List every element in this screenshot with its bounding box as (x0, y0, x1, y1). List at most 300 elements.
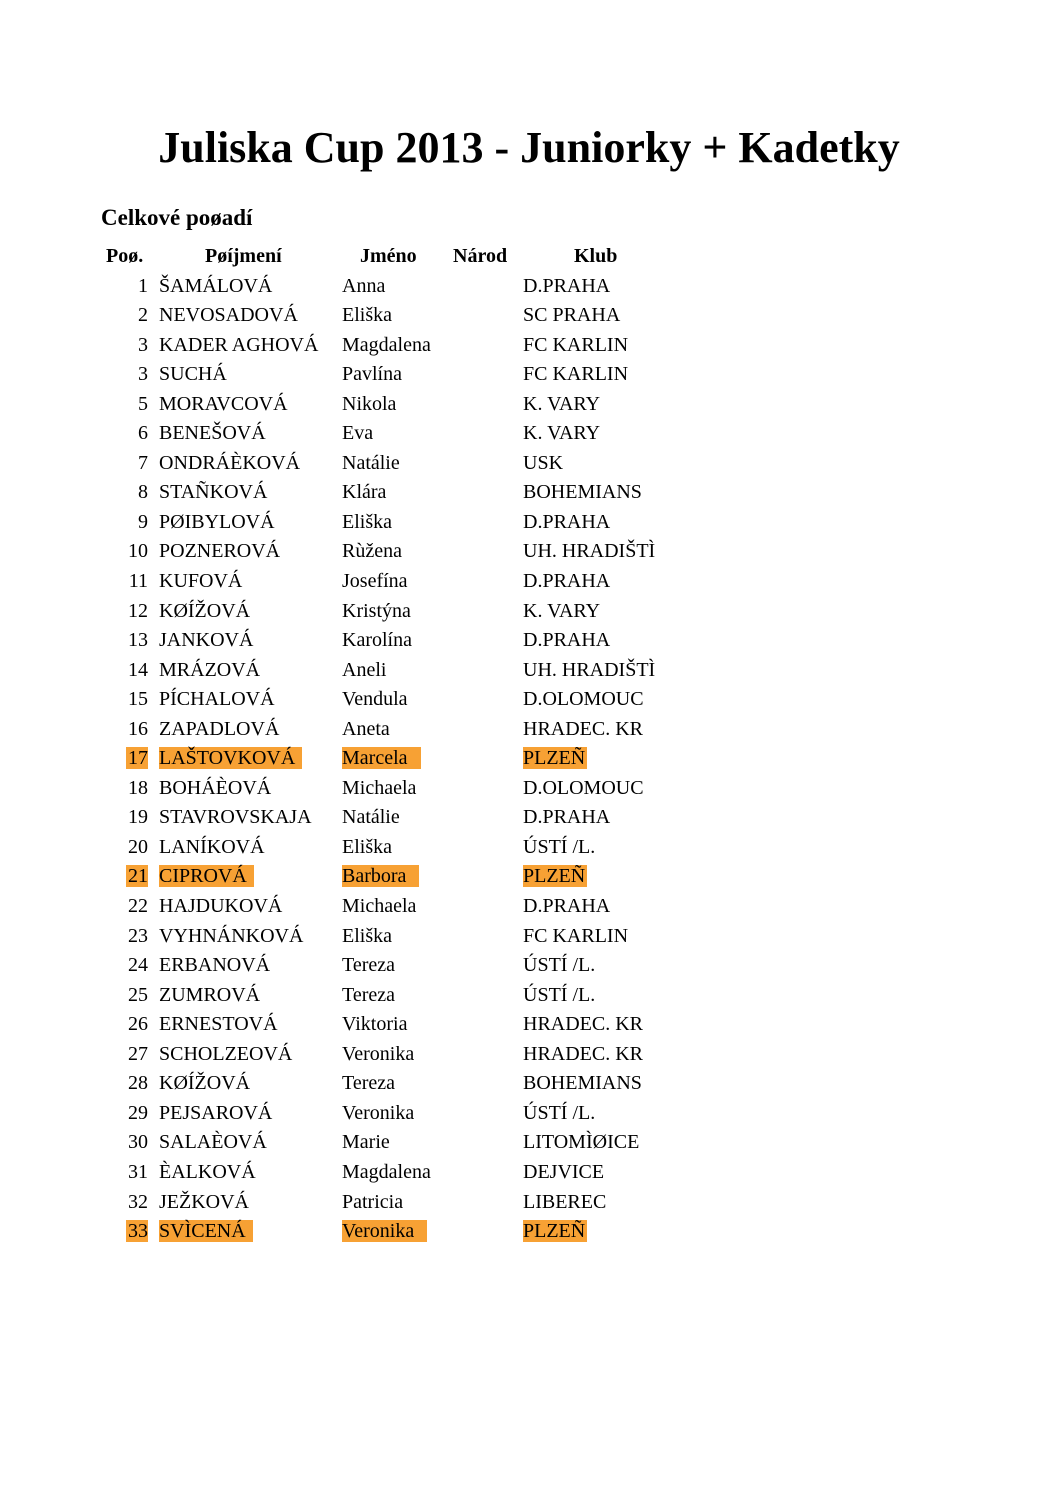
cell-surname-text: STAÑKOVÁ (159, 481, 268, 504)
cell-surname-text: KADER AGHOVÁ (159, 333, 319, 356)
cell-name-text: Michaela (342, 776, 417, 799)
cell-club (523, 893, 610, 919)
cell-club-text: HRADEC. KR (523, 1013, 644, 1036)
cell-surname-text: SVÌCENÁ (159, 1220, 253, 1242)
cell-surname (159, 361, 227, 387)
cell-surname-text: PÍCHALOVÁ (159, 688, 275, 711)
cell-surname (159, 686, 275, 712)
cell-club (523, 1159, 604, 1185)
cell-rank (106, 863, 148, 889)
cell-surname (159, 716, 279, 742)
cell-rank-text: 3 (138, 363, 148, 386)
cell-name (342, 568, 408, 594)
cell-club (523, 952, 595, 978)
cell-rank-text: 30 (128, 1131, 148, 1154)
table-row (0, 537, 1058, 567)
cell-rank (106, 1159, 148, 1185)
cell-name-text: Tereza (342, 954, 395, 977)
cell-name (342, 1041, 414, 1067)
cell-rank (106, 627, 148, 653)
cell-name-text: Michaela (342, 895, 417, 918)
cell-surname (159, 332, 318, 358)
cell-name (342, 1100, 414, 1126)
table-row (0, 1217, 1058, 1247)
cell-rank (106, 1129, 148, 1155)
cell-name-text: Patricia (342, 1190, 404, 1213)
cell-rank (106, 716, 148, 742)
cell-club (523, 804, 610, 830)
table-row (0, 685, 1058, 715)
cell-rank-text: 7 (138, 451, 148, 474)
cell-club (523, 716, 643, 742)
cell-surname (159, 657, 260, 683)
cell-club (523, 863, 587, 889)
cell-rank (106, 1189, 148, 1215)
cell-surname-text: HAJDUKOVÁ (159, 895, 283, 918)
cell-club (523, 745, 587, 771)
cell-rank (106, 686, 148, 712)
cell-surname-text: VYHNÁNKOVÁ (159, 924, 304, 947)
cell-name-text: Eliška (342, 835, 392, 858)
cell-club (523, 1011, 643, 1037)
cell-rank (106, 361, 148, 387)
cell-rank (106, 893, 148, 919)
cell-rank-text: 28 (128, 1072, 148, 1095)
cell-rank (106, 302, 148, 328)
cell-rank (106, 479, 148, 505)
cell-name-text: Veronika (342, 1101, 415, 1124)
cell-name-text: Natálie (342, 451, 400, 474)
cell-club (523, 1100, 595, 1126)
cell-name (342, 302, 392, 328)
table-row (0, 331, 1058, 361)
cell-name (342, 509, 392, 535)
cell-surname-text: ZAPADLOVÁ (159, 717, 280, 740)
cell-name (342, 598, 411, 624)
table-row (0, 508, 1058, 538)
cell-club (523, 627, 610, 653)
header-club: Klub (574, 245, 618, 267)
table-row (0, 449, 1058, 479)
cell-club-text: ÚSTÍ /L. (523, 954, 596, 977)
cell-name (342, 775, 416, 801)
header-rank: Poø. (106, 245, 144, 267)
cell-name (342, 273, 385, 299)
cell-name (342, 627, 412, 653)
cell-name (342, 538, 402, 564)
cell-club-text: D.PRAHA (523, 510, 611, 533)
cell-rank-text: 16 (128, 717, 148, 740)
cell-surname-text: STAVROVSKAJA (159, 806, 312, 829)
cell-club-text: ÚSTÍ /L. (523, 835, 596, 858)
cell-club (523, 982, 595, 1008)
cell-club-text: ÚSTÍ /L. (523, 983, 596, 1006)
table-row (0, 626, 1058, 656)
page-title: Juliska Cup 2013 - Juniorky + Kadetky (158, 123, 900, 172)
cell-club-text: FC KARLIN (523, 363, 629, 386)
cell-name (342, 863, 419, 889)
cell-rank (106, 1070, 148, 1096)
cell-surname (159, 1129, 267, 1155)
cell-rank (106, 1218, 148, 1244)
cell-club (523, 391, 600, 417)
header-nation: Národ (453, 245, 508, 267)
cell-rank (106, 509, 148, 535)
cell-club-text: D.PRAHA (523, 629, 611, 652)
cell-surname (159, 834, 265, 860)
cell-name-text: Veronika (342, 1220, 427, 1242)
table-row (0, 862, 1058, 892)
cell-surname-text: BOHÁÈOVÁ (159, 776, 272, 799)
cell-club-text: LIBEREC (523, 1190, 607, 1213)
table-row (0, 390, 1058, 420)
cell-name (342, 745, 421, 771)
table-row (0, 1040, 1058, 1070)
cell-club-text: LITOMÌØICE (523, 1131, 640, 1154)
cell-club (523, 686, 644, 712)
cell-surname-text: SCHOLZEOVÁ (159, 1042, 293, 1065)
table-row (0, 301, 1058, 331)
cell-surname (159, 775, 271, 801)
cell-rank-text: 29 (128, 1101, 148, 1124)
cell-name (342, 1159, 431, 1185)
cell-rank-text: 14 (128, 658, 148, 681)
cell-club (523, 1218, 587, 1244)
cell-name-text: Aneta (342, 717, 390, 740)
cell-surname (159, 568, 242, 594)
table-row (0, 715, 1058, 745)
cell-surname (159, 391, 288, 417)
cell-club (523, 509, 610, 535)
cell-club (523, 273, 610, 299)
cell-club (523, 302, 620, 328)
table-row (0, 1069, 1058, 1099)
cell-name-text: Karolína (342, 629, 412, 652)
cell-name (342, 893, 416, 919)
cell-rank (106, 834, 148, 860)
cell-rank-text: 17 (128, 747, 148, 770)
cell-club (523, 568, 610, 594)
table-body (0, 272, 1058, 1247)
cell-club-text: ÚSTÍ /L. (523, 1101, 596, 1124)
cell-name-text: Eliška (342, 510, 392, 533)
cell-club-text: K. VARY (523, 422, 601, 445)
cell-surname (159, 1041, 292, 1067)
cell-rank-text: 10 (128, 540, 148, 563)
cell-rank-text: 21 (128, 865, 148, 888)
cell-club-text: HRADEC. KR (523, 1042, 644, 1065)
cell-rank-text: 33 (128, 1220, 148, 1243)
cell-surname-text: POZNEROVÁ (159, 540, 281, 563)
cell-name-text: Eliška (342, 924, 392, 947)
cell-rank (106, 1011, 148, 1037)
cell-rank-text: 2 (138, 304, 148, 327)
cell-club (523, 332, 628, 358)
cell-club-text: D.PRAHA (523, 895, 611, 918)
table-row (0, 567, 1058, 597)
cell-name (342, 361, 402, 387)
table-header-row (0, 242, 1058, 272)
cell-club (523, 598, 600, 624)
cell-rank (106, 1100, 148, 1126)
cell-name (342, 1189, 403, 1215)
cell-rank-text: 1 (138, 274, 148, 297)
cell-surname-text: KØÍŽOVÁ (159, 1072, 251, 1095)
table-row (0, 981, 1058, 1011)
cell-surname-text: BENEŠOVÁ (159, 422, 266, 445)
cell-name (342, 420, 373, 446)
cell-club (523, 1189, 606, 1215)
table-row (0, 360, 1058, 390)
cell-club-text: HRADEC. KR (523, 717, 644, 740)
cell-surname (159, 598, 250, 624)
cell-name (342, 479, 386, 505)
cell-club-text: PLZEÑ (523, 747, 586, 770)
cell-rank (106, 538, 148, 564)
cell-rank (106, 657, 148, 683)
cell-surname-text: MRÁZOVÁ (159, 658, 261, 681)
cell-surname (159, 1100, 272, 1126)
cell-rank (106, 420, 148, 446)
table-row (0, 1010, 1058, 1040)
cell-name-text: Marie (342, 1131, 390, 1154)
cell-surname (159, 893, 282, 919)
cell-rank (106, 923, 148, 949)
cell-rank-text: 27 (128, 1042, 148, 1065)
cell-surname-text: CIPROVÁ (159, 865, 254, 887)
cell-club-text: PLZEÑ (523, 865, 586, 888)
cell-name-text: Tereza (342, 983, 395, 1006)
table-row (0, 803, 1058, 833)
cell-rank-text: 9 (138, 510, 148, 533)
cell-name (342, 1218, 427, 1244)
cell-club (523, 657, 655, 683)
cell-surname-text: LANÍKOVÁ (159, 835, 265, 858)
cell-surname (159, 1218, 253, 1244)
table-row (0, 419, 1058, 449)
cell-club (523, 450, 563, 476)
cell-name-text: Eliška (342, 304, 392, 327)
cell-rank (106, 568, 148, 594)
results-table (0, 242, 1058, 1247)
cell-surname (159, 1011, 278, 1037)
cell-surname (159, 273, 272, 299)
cell-rank (106, 952, 148, 978)
cell-club-text: D.OLOMOUC (523, 688, 644, 711)
cell-rank-text: 6 (138, 422, 148, 445)
cell-surname-text: JANKOVÁ (159, 629, 254, 652)
cell-surname-text: SUCHÁ (159, 363, 227, 386)
cell-club (523, 1041, 643, 1067)
cell-club (523, 479, 642, 505)
cell-surname-text: PØIBYLOVÁ (159, 510, 275, 533)
cell-name (342, 716, 390, 742)
cell-rank (106, 273, 148, 299)
cell-club-text: D.PRAHA (523, 274, 611, 297)
cell-surname-text: LAŠTOVKOVÁ (159, 747, 302, 769)
cell-surname-text: ZUMROVÁ (159, 983, 261, 1006)
cell-rank-text: 23 (128, 924, 148, 947)
cell-name-text: Pavlína (342, 363, 402, 386)
table-row (0, 774, 1058, 804)
table-row (0, 656, 1058, 686)
cell-surname (159, 982, 260, 1008)
cell-club-text: UH. HRADIŠTÌ (523, 540, 656, 563)
header-name: Jméno (360, 245, 417, 267)
cell-rank (106, 598, 148, 624)
cell-name (342, 1070, 395, 1096)
table-row (0, 951, 1058, 981)
cell-surname (159, 1070, 250, 1096)
table-row (0, 478, 1058, 508)
cell-name-text: Nikola (342, 392, 397, 415)
cell-rank-text: 18 (128, 776, 148, 799)
cell-club (523, 775, 644, 801)
cell-surname (159, 420, 266, 446)
cell-name-text: Viktoria (342, 1013, 408, 1036)
cell-club-text: D.PRAHA (523, 570, 611, 593)
table-row (0, 922, 1058, 952)
cell-club-text: USK (523, 451, 564, 474)
cell-club-text: DEJVICE (523, 1160, 605, 1183)
table-row (0, 892, 1058, 922)
section-title: Celkové poøadí (101, 205, 253, 230)
cell-surname (159, 509, 275, 535)
cell-surname (159, 450, 300, 476)
cell-surname (159, 1189, 249, 1215)
cell-name-text: Aneli (342, 658, 387, 681)
cell-club (523, 923, 628, 949)
cell-name-text: Tereza (342, 1072, 395, 1095)
cell-club-text: K. VARY (523, 392, 601, 415)
cell-club-text: SC PRAHA (523, 304, 621, 327)
cell-rank-text: 12 (128, 599, 148, 622)
cell-rank-text: 19 (128, 806, 148, 829)
cell-club-text: BOHEMIANS (523, 1072, 642, 1095)
cell-surname-text: JEŽKOVÁ (159, 1190, 249, 1213)
cell-name (342, 804, 400, 830)
header-surname: Pøíjmení (205, 245, 282, 267)
cell-rank-text: 15 (128, 688, 148, 711)
cell-name (342, 391, 396, 417)
cell-rank-text: 22 (128, 895, 148, 918)
cell-club (523, 1070, 642, 1096)
cell-rank-text: 20 (128, 835, 148, 858)
cell-name-text: Josefína (342, 570, 408, 593)
cell-club-text: PLZEÑ (523, 1220, 586, 1243)
cell-name-text: Klára (342, 481, 387, 504)
cell-surname-text: ŠAMÁLOVÁ (159, 274, 273, 297)
table-row (0, 272, 1058, 302)
cell-surname (159, 538, 280, 564)
cell-name (342, 923, 392, 949)
cell-rank (106, 450, 148, 476)
cell-name-text: Vendula (342, 688, 408, 711)
cell-name-text: Natálie (342, 806, 400, 829)
cell-surname-text: ÈALKOVÁ (159, 1160, 256, 1183)
cell-rank-text: 24 (128, 954, 148, 977)
cell-rank-text: 26 (128, 1013, 148, 1036)
cell-club-text: UH. HRADIŠTÌ (523, 658, 656, 681)
cell-rank-text: 5 (138, 392, 148, 415)
cell-name-text: Magdalena (342, 333, 431, 356)
cell-name (342, 332, 431, 358)
cell-surname (159, 479, 267, 505)
cell-rank (106, 1041, 148, 1067)
cell-surname-text: ERNESTOVÁ (159, 1013, 278, 1036)
cell-rank-text: 25 (128, 983, 148, 1006)
cell-surname-text: KUFOVÁ (159, 570, 243, 593)
cell-surname (159, 952, 270, 978)
cell-club-text: BOHEMIANS (523, 481, 642, 504)
table-row (0, 833, 1058, 863)
cell-club (523, 1129, 639, 1155)
cell-name-text: Rùžena (342, 540, 402, 563)
cell-surname (159, 1159, 256, 1185)
cell-rank-text: 31 (128, 1160, 148, 1183)
table-row (0, 744, 1058, 774)
cell-surname-text: ONDRÁÈKOVÁ (159, 451, 301, 474)
cell-name (342, 834, 392, 860)
cell-name-text: Barbora (342, 865, 419, 887)
cell-name (342, 1129, 390, 1155)
table-row (0, 1099, 1058, 1129)
cell-club-text: D.OLOMOUC (523, 776, 644, 799)
cell-club-text: FC KARLIN (523, 924, 629, 947)
cell-name-text: Veronika (342, 1042, 415, 1065)
cell-rank (106, 391, 148, 417)
cell-club (523, 420, 600, 446)
cell-name-text: Marcela (342, 747, 421, 769)
table-row (0, 1158, 1058, 1188)
cell-surname (159, 923, 303, 949)
cell-club-text: FC KARLIN (523, 333, 629, 356)
cell-rank-text: 11 (128, 570, 148, 593)
cell-name (342, 952, 395, 978)
table-row (0, 1188, 1058, 1218)
cell-rank-text: 3 (138, 333, 148, 356)
cell-rank (106, 332, 148, 358)
cell-rank-text: 8 (138, 481, 148, 504)
cell-name-text: Magdalena (342, 1160, 431, 1183)
cell-surname (159, 302, 298, 328)
cell-surname (159, 804, 312, 830)
cell-club-text: K. VARY (523, 599, 601, 622)
cell-surname (159, 745, 302, 771)
cell-club (523, 834, 595, 860)
table-row (0, 597, 1058, 627)
cell-surname-text: MORAVCOVÁ (159, 392, 288, 415)
cell-name (342, 657, 386, 683)
cell-name (342, 982, 395, 1008)
cell-club-text: D.PRAHA (523, 806, 611, 829)
cell-surname-text: SALAÈOVÁ (159, 1131, 267, 1154)
cell-name-text: Eva (342, 422, 374, 445)
cell-rank-text: 13 (128, 629, 148, 652)
cell-rank (106, 804, 148, 830)
cell-club (523, 361, 628, 387)
cell-name (342, 686, 408, 712)
cell-rank (106, 745, 148, 771)
cell-name (342, 1011, 407, 1037)
cell-surname-text: NEVOSADOVÁ (159, 304, 298, 327)
cell-surname-text: PEJSAROVÁ (159, 1101, 273, 1124)
cell-surname (159, 863, 254, 889)
cell-name (342, 450, 400, 476)
cell-rank (106, 982, 148, 1008)
cell-rank (106, 775, 148, 801)
cell-name-text: Kristýna (342, 599, 411, 622)
